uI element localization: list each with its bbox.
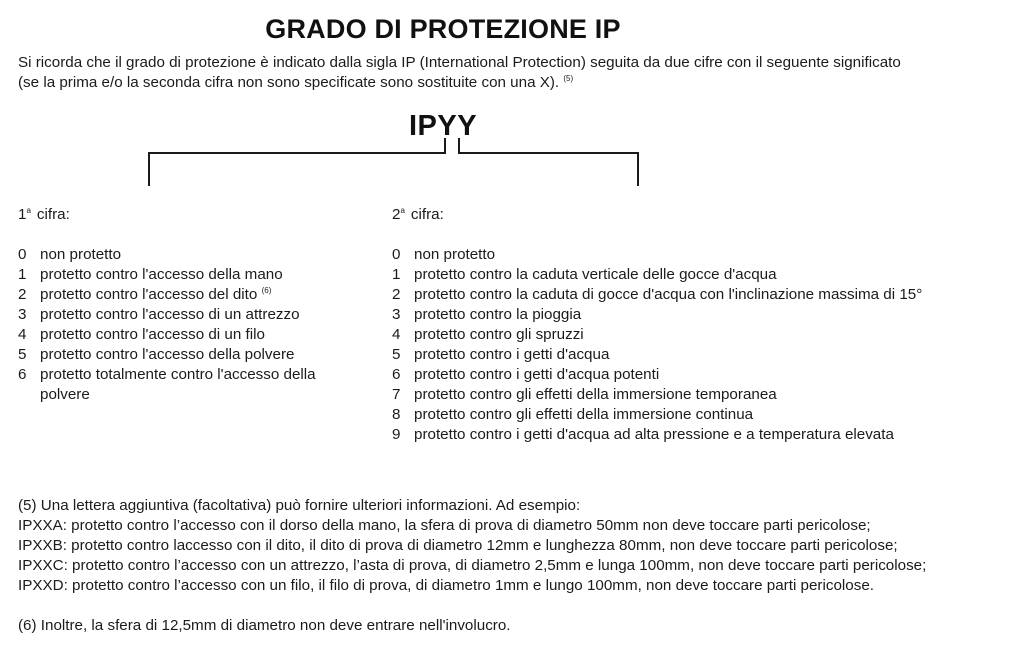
list-item: 9 protetto contro i getti d'acqua ad alta pressione e a temperatura elevata	[392, 426, 894, 443]
list-item: 3 protetto contro la pioggia	[392, 306, 582, 323]
bracket-right-branch	[459, 138, 638, 186]
list-item: 2 protetto contro l'accesso del dito $^{(6)}$	[18, 285, 272, 303]
list-item: 5 protetto contro i getti d'acqua	[392, 346, 610, 363]
list-item: 3 protetto contro l'accesso di un attrezzo	[18, 306, 300, 323]
list-item: 7 protetto contro gli effetti della immersione temporanea	[392, 386, 777, 403]
footnote-ipxxa: IPXXA: protetto contro l’accesso con il dorso della mano, la sfera di prova di diametro 50mm non deve toccare parti pericolose;	[18, 517, 871, 534]
intro-line-2-text: (se la prima e/o la seconda cifra non sono specificate sono sostituite con una X).	[18, 74, 560, 91]
intro-note-ref: (5)	[563, 73, 574, 83]
footnote-ipxxd: IPXXD: protetto contro l’accesso con un filo, il filo di prova, di diametro 1mm e lungo 100mm, non deve toccare parti pericolose.	[18, 577, 874, 594]
page-title: GRADO DI PROTEZIONE IP	[265, 14, 621, 44]
footnote-ipxxb: IPXXB: protetto contro laccesso con il dito, il dito di prova di diametro 12mm e lunghezza 80mm, non deve toccare parti pericolose;	[18, 537, 898, 554]
list-item: 8 protetto contro gli effetti della immersione continua	[392, 406, 754, 423]
digit-bracket	[0, 0, 1024, 200]
footnote-6: (6) Inoltre, la sfera di 12,5mm di diametro non deve entrare nell'involucro.	[18, 617, 511, 634]
bracket-left-branch	[149, 138, 445, 186]
intro-line-1: Si ricorda che il grado di protezione è indicato dalla sigla IP (International Protection) seguita da due cifre con il seguente significato	[18, 54, 901, 71]
footnote-5-intro: (5) Una lettera aggiuntiva (facoltativa) può fornire ulteriori informazioni. Ad esempio:	[18, 497, 581, 514]
first-digit-heading-label: cifra:	[36, 206, 70, 223]
list-item: 0 non protetto	[18, 246, 122, 263]
list-item: 0 non protetto	[392, 246, 496, 263]
list-item: 4 protetto contro gli spruzzi	[392, 326, 584, 343]
second-digit-column	[392, 205, 1012, 445]
first-digit-heading	[18, 205, 378, 225]
list-item: 2 protetto contro la caduta di gocce d'acqua con l'inclinazione massima di 15°	[392, 286, 923, 303]
list-item: 4 protetto contro l'accesso di un filo	[18, 326, 265, 343]
ip-code: IPYY	[408, 110, 478, 142]
second-digit-heading-number: 2$^a$	[392, 205, 405, 223]
list-item: 6 protetto totalmente contro l'accesso della polvere	[18, 366, 316, 403]
footnote-ref: (6)	[261, 285, 272, 295]
list-item: 5 protetto contro l'accesso della polvere	[18, 346, 295, 363]
first-digit-column	[18, 205, 378, 405]
spacer	[18, 596, 1018, 616]
list-item: 6 protetto contro i getti d'acqua potenti	[392, 366, 660, 383]
first-digit-heading-number: 1$^a$	[18, 205, 31, 223]
list-item: 1 protetto contro la caduta verticale delle gocce d'acqua	[392, 266, 777, 283]
second-digit-heading-label: cifra:	[410, 206, 444, 223]
second-digit-heading	[392, 205, 1012, 225]
footnotes	[18, 496, 1018, 636]
list-item: 1 protetto contro l'accesso della mano	[18, 266, 283, 283]
footnote-ipxxc: IPXXC: protetto contro l’accesso con un attrezzo, l’asta di prova, di diametro 2,5mm e lunga 100mm, non deve toccare parti pericolose;	[18, 557, 927, 574]
